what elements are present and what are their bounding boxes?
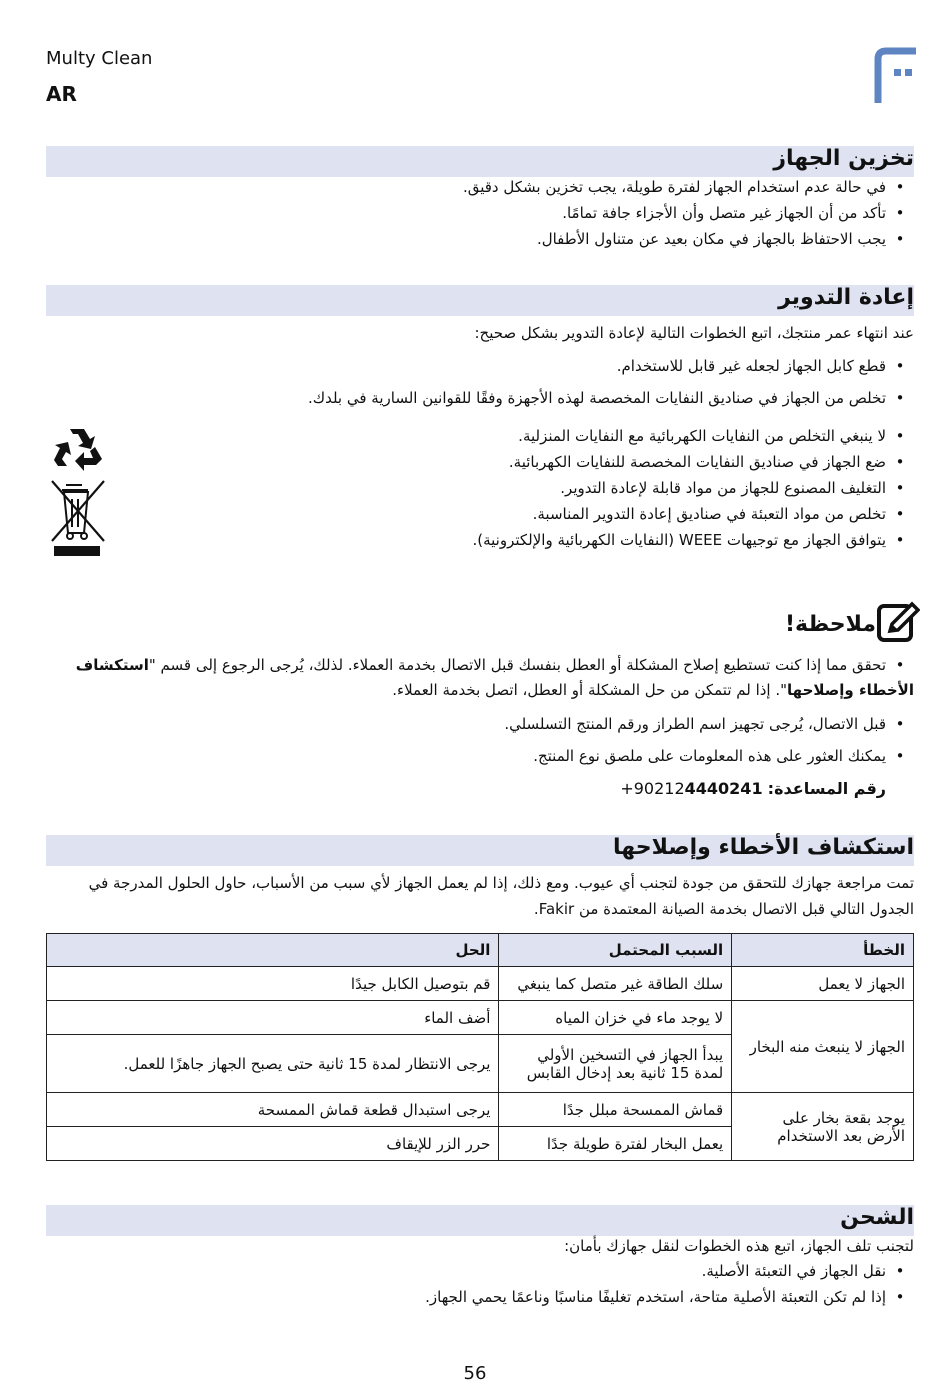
weee-crossed-bin-icon — [48, 477, 108, 559]
cell-cause: لا يوجد ماء في خزان المياه — [499, 1001, 732, 1035]
troubleshooting-title: استكشاف الأخطاء وإصلاحها — [612, 835, 914, 860]
cell-solution: يرجى استبدال قطعة قماش الممسحة — [47, 1093, 499, 1127]
note-title: ملاحظة! — [785, 612, 876, 637]
list-item: •التغليف المصنوع للجهاز من مواد قابلة لإعادة التدوير. — [560, 479, 905, 497]
header-cause: السبب المحتمل — [499, 934, 732, 967]
table-row — [47, 967, 914, 1001]
list-item: •نقل الجهاز في التعبئة الأصلية. — [701, 1262, 905, 1280]
shipping-title: الشحن — [840, 1205, 914, 1230]
list-item: •تخلص من مواد التعبئة في صناديق إعادة التدوير المناسبة. — [532, 505, 905, 523]
cell-cause: يبدأ الجهاز في التسخين الأولي لمدة 15 ثانية بعد إدخال القابس — [499, 1035, 732, 1093]
recycling-title: إعادة التدوير — [778, 285, 914, 310]
cell-solution: يرجى الانتظار لمدة 15 ثانية حتى يصبح الجهاز جاهزًا للعمل. — [47, 1035, 499, 1093]
cell-cause: قماش الممسحة مبلل جدًا — [499, 1093, 732, 1127]
list-item: •في حالة عدم استخدام الجهاز لفترة طويلة، يجب تخزين بشكل دقيق. — [462, 178, 905, 196]
list-item: •لا ينبغي التخلص من النفايات الكهربائية مع النفايات المنزلية. — [518, 427, 905, 445]
table-row — [47, 1093, 914, 1127]
cell-error: الجهاز لا ينبعث منه البخار — [732, 1001, 914, 1093]
shipping-intro: لتجنب تلف الجهاز، اتبع هذه الخطوات لنقل جهازك بأمان: — [564, 1237, 914, 1255]
storage-title: تخزين الجهاز — [773, 146, 914, 171]
cell-cause: سلك الطاقة غير متصل كما ينبغي — [499, 967, 732, 1001]
troubleshooting-intro-1: تمت مراجعة جهازك للتحقق من جودة لتجنب أي عيوب. ومع ذلك، إذا لم يعمل الجهاز لأي سبب من الأسباب، حاول الحلول المدرجة في — [88, 874, 914, 892]
fakir-logo-icon — [872, 45, 916, 103]
cell-error: الجهاز لا يعمل — [732, 967, 914, 1001]
list-item: •تأكد من أن الجهاز غير متصل وأن الأجزاء جافة تمامًا. — [562, 204, 905, 222]
list-item: •ضع الجهاز في صناديق النفايات المخصصة للنفايات الكهربائية. — [508, 453, 905, 471]
note-item-1: •تحقق مما إذا كنت تستطيع إصلاح المشكلة أو العطل بنفسك قبل الاتصال بخدمة العملاء. لذلك، يُرجى الرجوع إلى قسم "استكشاف الأخطاء وإصلاحها". إذا لم تتمكن من حل المشكلة أو العطل، اتصل بخدمة العملاء. — [75, 656, 914, 699]
list-item: •قبل الاتصال، يُرجى تجهيز اسم الطراز ورقم المنتج التسلسلي. — [504, 715, 905, 733]
troubleshooting-intro-2: الجدول التالي قبل الاتصال بخدمة الصيانة المعتمدة من Fakir. — [533, 900, 914, 918]
shipping-section-bar — [46, 1205, 914, 1236]
cell-solution: حرر الزر للإيقاف — [47, 1127, 499, 1161]
list-item: •يجب الاحتفاظ بالجهاز في مكان بعيد عن متناول الأطفال. — [536, 230, 905, 248]
troubleshooting-table — [46, 933, 914, 1161]
cell-solution: قم بتوصيل الكابل جيدًا — [47, 967, 499, 1001]
support-phone: رقم المساعدة: +902124440241 — [620, 779, 886, 798]
header-error: الخطأ — [732, 934, 914, 967]
cell-cause: يعمل البخار لفترة طويلة جدًا — [499, 1127, 732, 1161]
list-item: •تخلص من الجهاز في صناديق النفايات المخصصة لهذه الأجهزة وفقًا للقوانين السارية في بلدك. — [307, 389, 905, 407]
language-code: AR — [46, 82, 77, 106]
note-pencil-icon — [876, 601, 920, 643]
table-header-row — [47, 934, 914, 967]
recycle-icon — [50, 425, 104, 473]
list-item: •يمكنك العثور على هذه المعلومات على ملصق نوع المنتج. — [533, 747, 905, 765]
list-item: •يتوافق الجهاز مع توجيهات WEEE (النفايات الكهربائية والإلكترونية). — [472, 531, 905, 549]
cell-error: يوجد بقعة بخار على الأرض بعد الاستخدام — [732, 1093, 914, 1161]
cell-solution: أضف الماء — [47, 1001, 499, 1035]
table-row — [47, 1001, 914, 1035]
page-number: 56 — [463, 1363, 487, 1384]
header-solution: الحل — [47, 934, 499, 967]
product-name: Multy Clean — [46, 48, 153, 69]
recycling-intro: عند انتهاء عمر منتجك، اتبع الخطوات التالية لإعادة التدوير بشكل صحيح: — [474, 324, 914, 342]
list-item: •قطع كابل الجهاز لجعله غير قابل للاستخدام. — [616, 357, 905, 375]
list-item: •إذا لم تكن التعبئة الأصلية متاحة، استخدم تغليفًا مناسبًا وناعمًا يحمي الجهاز. — [425, 1288, 905, 1306]
